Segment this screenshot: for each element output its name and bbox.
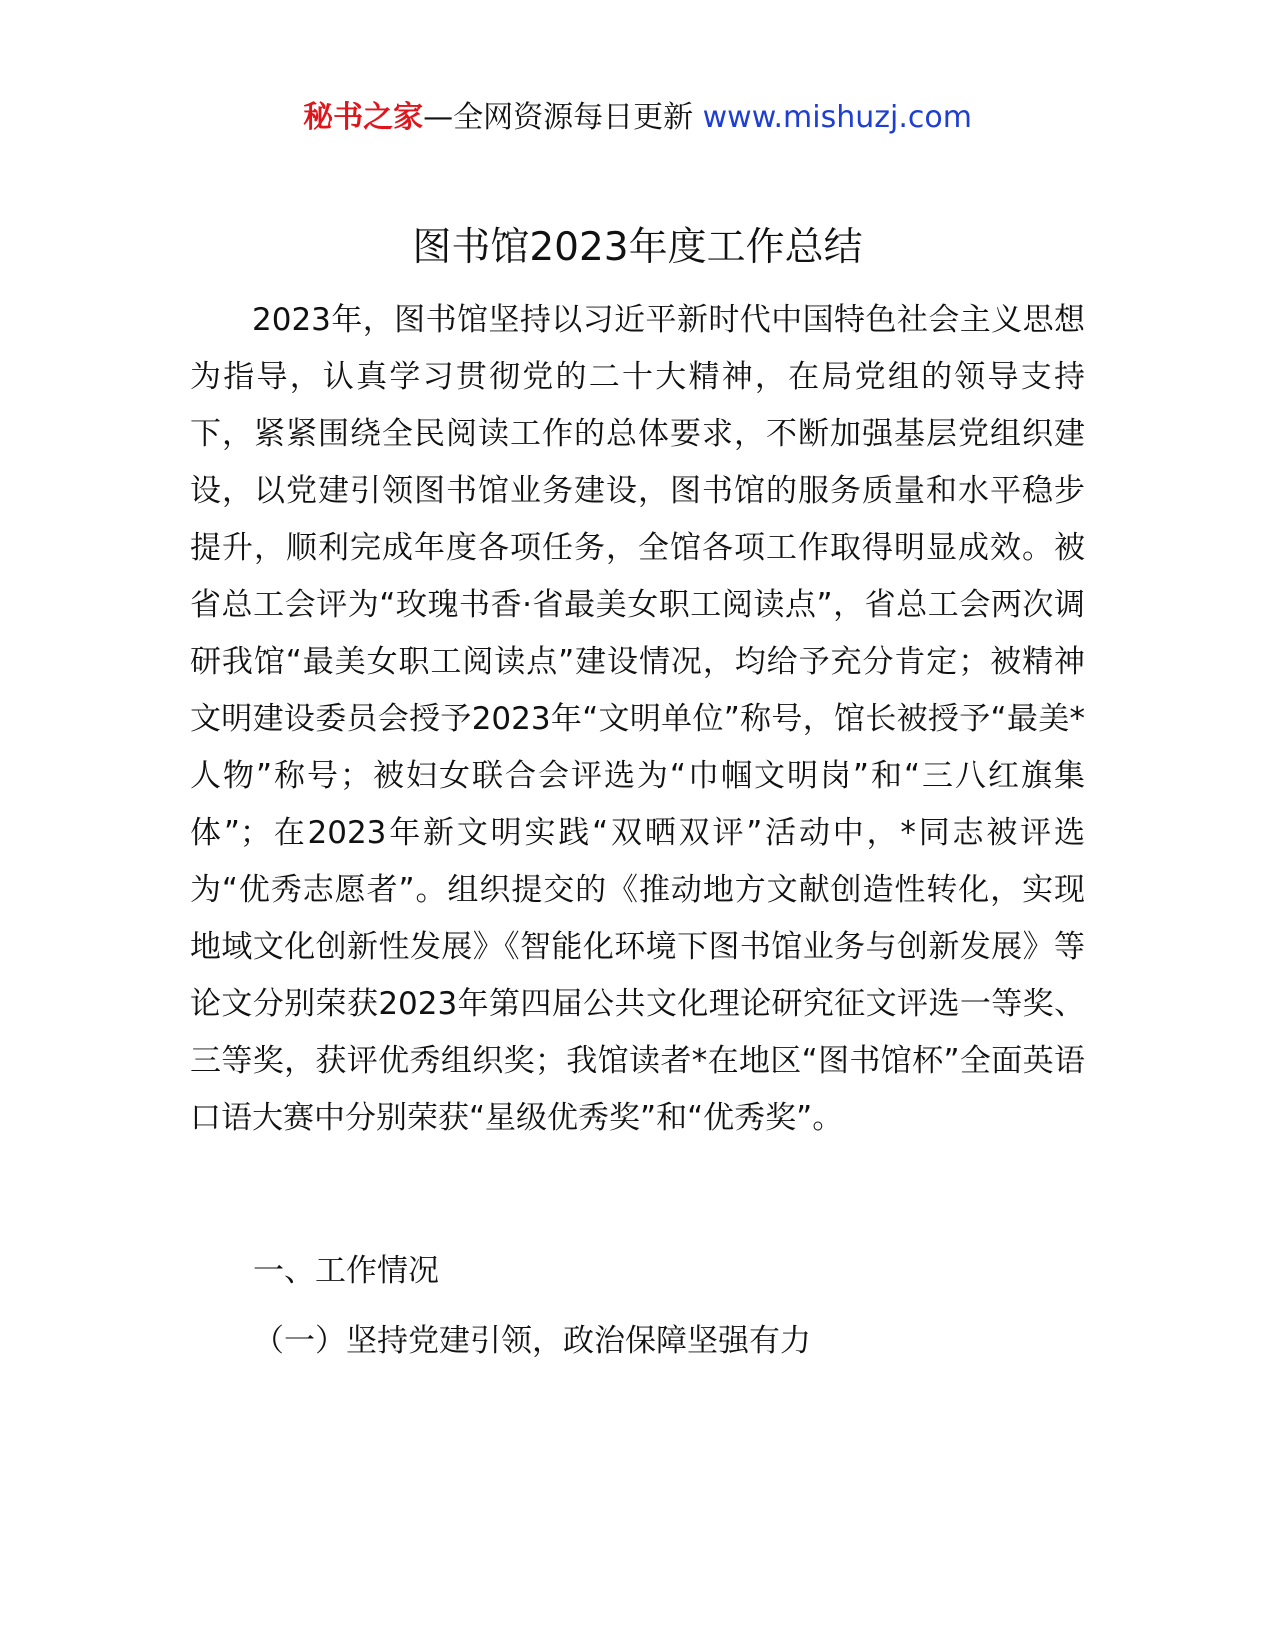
site-header [0,96,1275,140]
brand-name: 秘书之家 [303,100,424,135]
subsection-heading: （一）坚持党建引领，政治保障坚强有力 [253,1323,811,1359]
section-heading: 一、工作情况 [253,1253,439,1289]
header-tagline: —全网资源每日更新 [423,100,703,135]
website-link[interactable]: www.mishuzj.com [702,100,972,135]
intro-paragraph: 2023年，图书馆坚持以习近平新时代中国特色社会主义思想为指导，认真学习贯彻党的二十大精神，在局党组的领导支持下，紧紧围绕全民阅读工作的总体要求，不断加强基层党组织建设，以党建引领图书馆业务建设，图书馆的服务质量和水平稳步提升，顺利完成年度各项任务，全馆各项工作取得明显成效。被省总工会评为“玫瑰书香·省最美女职工阅读点”，省总工会两次调研我馆“最美女职工阅读点”建设情况，均给予充分肯定；被精神文明建设委员会授予2023年“文明单位”称号，馆长被授予“最美*人物”称号；被妇女联合会评选为“巾帼文明岗”和“三八红旗集体”；在2023年新文明实践“双晒双评”活动中，*同志被评选为“优秀志愿者”。组织提交的《推动地方文献创造性转化，实现地域文化创新性发展》《智能化环境下图书馆业务与创新发展》等论文分别荣获2023年第四届公共文化理论研究征文评选一等奖、三等奖，获评优秀组织奖；我馆读者*在地区“图书馆杯”全面英语口语大赛中分别荣获“星级优秀奖”和“优秀奖”。 [190,302,1085,1136]
document-title: 图书馆2023年度工作总结 [412,225,863,270]
